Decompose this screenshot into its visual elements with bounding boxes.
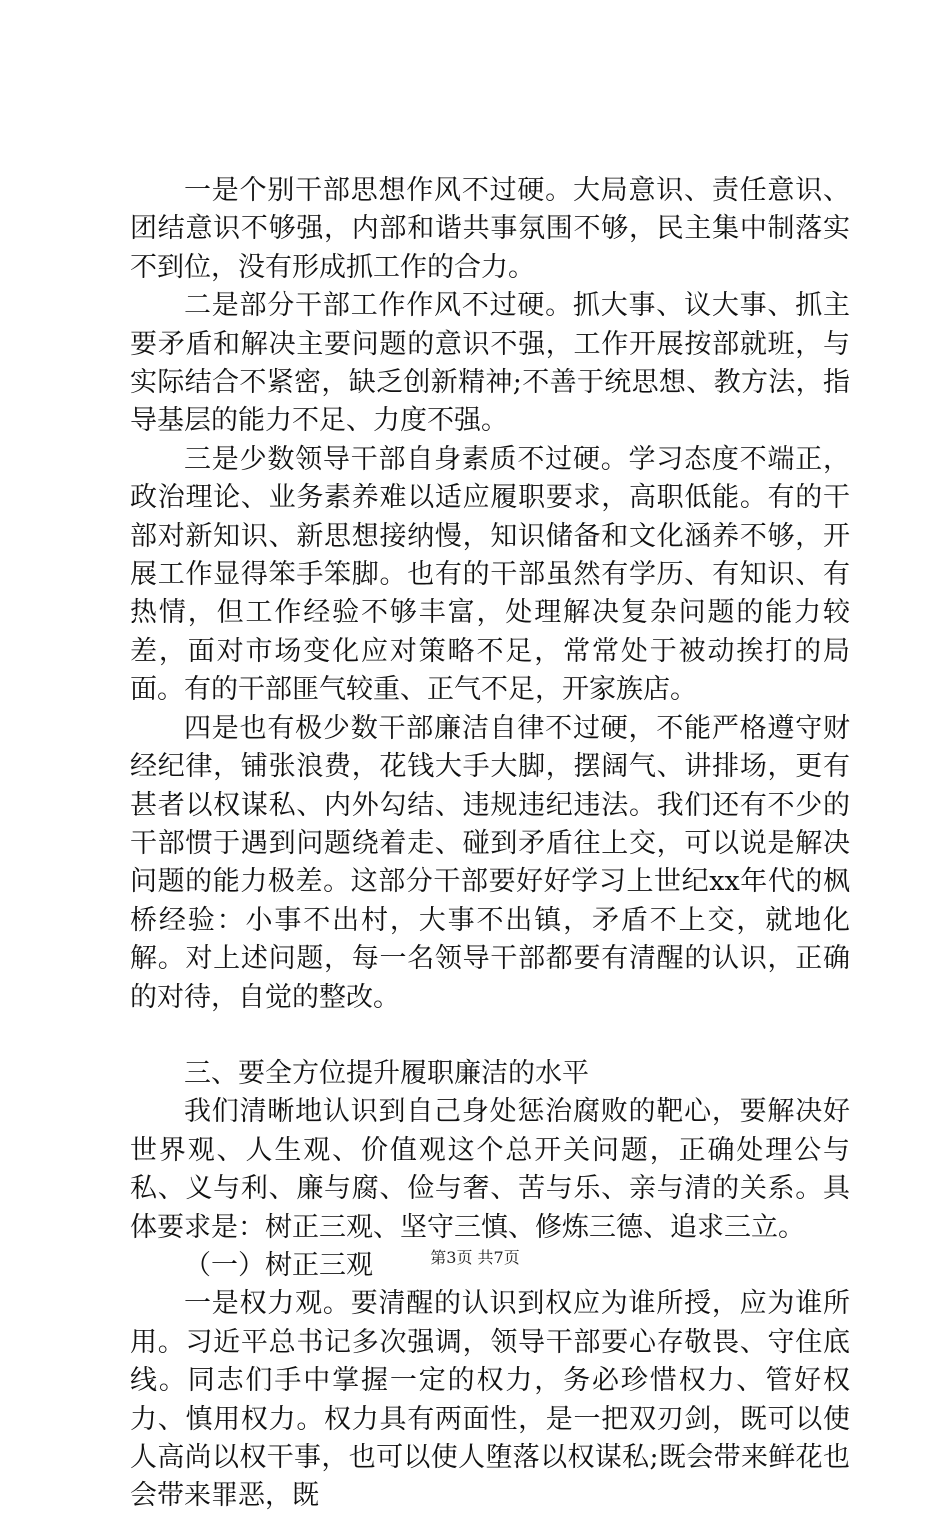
section-intro-paragraph: 我们清晰地认识到自己身处惩治腐败的靶心，要解决好世界观、人生观、价值观这个总开关问题，正确处理公与私、义与利、廉与腐、俭与奢、苦与乐、亲与清的关系。具体要求是：树正三观、坚守三慎、修炼三德、追求三立。 [130,1096,850,1243]
section-heading: 三、要全方位提升履职廉洁的水平 [184,1057,589,1089]
sub-heading: （一）树正三观 [184,1249,373,1281]
paragraph-leader-quality: 三是少数领导干部自身素质不过硬。学习态度不端正，政治理论、业务素养难以适应履职要求，高职低能。有的干部对新知识、新思想接纳慢，知识储备和文化涵养不够，开展工作显得笨手笨脚。也有的干部虽然有学历、有知识、有热情，但工作经验不够丰富，处理解决复杂问题的能力较差，面对市场变化应对策略不足，常常处于被动挨打的局面。有的干部匪气较重、正气不足，开家族店。 [130,443,850,706]
paragraph-power-view: 一是权力观。要清醒的认识到权应为谁所授，应为谁所用。习近平总书记多次强调，领导干部要心存敬畏、守住底线。同志们手中掌握一定的权力，务必珍惜权力、管好权力、慎用权力。权力具有两面性，是一把双刃剑，既可以使人高尚以权干事，也可以使人堕落以权谋私;既会带来鲜花也会带来罪恶，既 [130,1288,850,1512]
page-footer: 第3页 共7页 [430,1248,520,1267]
paragraph-cadre-work-style: 二是部分干部工作作风不过硬。抓大事、议大事、抓主要矛盾和解决主要问题的意识不强，工作开展按部就班，与实际结合不紧密，缺乏创新精神;不善于统思想、教方法，指导基层的能力不足、力度不强。 [130,290,850,437]
document-body [130,172,850,1516]
paragraph-cadre-ideology: 一是个别干部思想作风不过硬。大局意识、责任意识、团结意识不够强，内部和谐共事氛围不够，民主集中制落实不到位，没有形成抓工作的合力。 [130,175,850,283]
paragraph-integrity: 四是也有极少数干部廉洁自律不过硬，不能严格遵守财经纪律，铺张浪费，花钱大手大脚，摆阔气、讲排场，更有甚者以权谋私、内外勾结、违规违纪违法。我们还有不少的干部惯于遇到问题绕着走、碰到矛盾往上交，可以说是解决问题的能力极差。这部分干部要好好学习上世纪xx年代的枫桥经验：小事不出村，大事不出镇，矛盾不上交，就地化解。对上述问题，每一名领导干部都要有清醒的认识，正确的对待，自觉的整改。 [130,712,850,1013]
